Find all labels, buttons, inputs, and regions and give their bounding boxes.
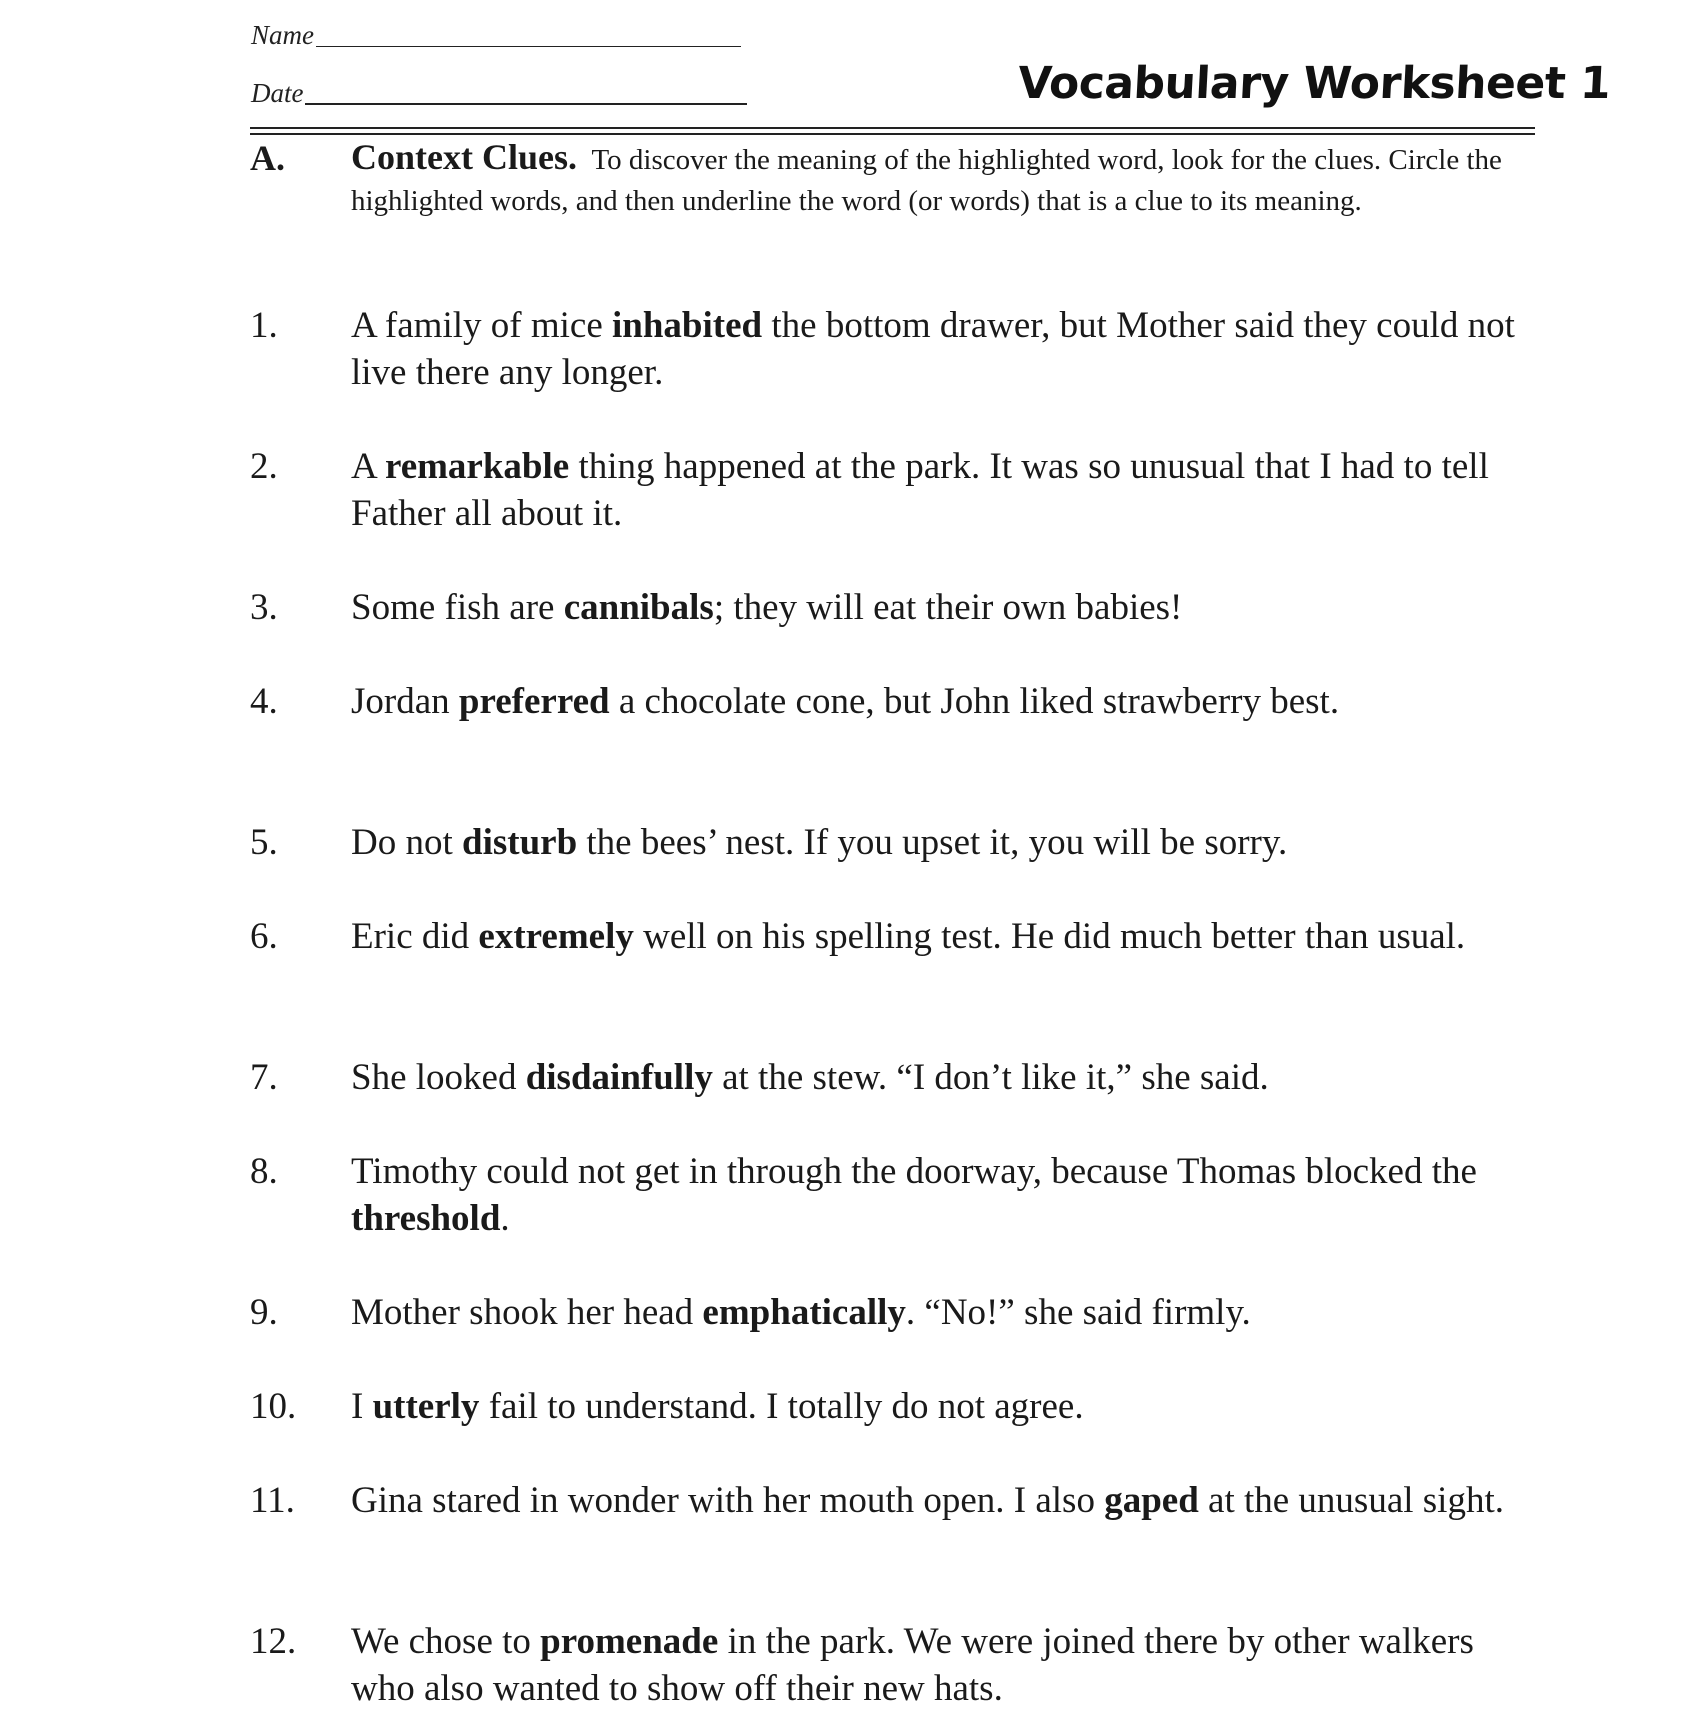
item-number: 4.: [250, 681, 278, 722]
vocabulary-word: utterly: [372, 1386, 480, 1427]
item-number: 6.: [250, 916, 278, 957]
sentence-text: fail to understand. I totally do not agree.: [479, 1386, 1084, 1427]
section-instructions: To discover the meaning of the highlighted word, look for the clues. Circle the highlighted words, and then underline the word (or words) that is a clue to its meaning.: [351, 144, 1502, 217]
sentence-text: the bees’ nest. If you upset it, you will be sorry.: [577, 822, 1288, 863]
item-number: 8.: [250, 1151, 278, 1192]
sentence-text: . “No!” she said firmly.: [905, 1292, 1251, 1333]
item-number: 1.: [250, 305, 278, 346]
sentence-text: thing happened at the park. It was so unusual that I had to tell Father all about it.: [351, 446, 1489, 534]
sentence-text: well on his spelling test. He did much better than usual.: [633, 916, 1466, 957]
date-blank-line: [305, 102, 747, 105]
sentence-text: Gina stared in wonder with her mouth open. I also: [351, 1480, 1105, 1521]
sentence-text: at the unusual sight.: [1198, 1480, 1504, 1521]
item-sentence: [351, 1477, 1541, 1524]
sentence-text: .: [500, 1198, 510, 1239]
item-number: 2.: [250, 446, 278, 487]
name-blank-line: [316, 45, 741, 47]
item-sentence: [351, 1289, 1541, 1336]
vocabulary-word: remarkable: [384, 446, 570, 487]
vocabulary-word: inhabited: [612, 305, 763, 346]
sentence-text: Mother shook her head: [351, 1292, 703, 1333]
worksheet-title: Vocabulary Worksheet 1: [1016, 58, 1612, 109]
sentence-text: at the stew. “I don’t like it,” she said.: [712, 1057, 1269, 1098]
vocabulary-word: extremely: [478, 916, 634, 957]
name-label: Name: [251, 20, 314, 50]
item-number: 3.: [250, 587, 278, 628]
item-number: 7.: [250, 1057, 278, 1098]
sentence-text: We chose to: [351, 1621, 541, 1662]
sentence-text: a chocolate cone, but John liked strawberry best.: [609, 681, 1340, 722]
sentence-text: I: [351, 1386, 373, 1427]
item-sentence: [351, 1383, 1541, 1430]
item-number: 5.: [250, 822, 278, 863]
sentence-text: A family of mice: [351, 305, 612, 346]
vocabulary-word: promenade: [540, 1621, 719, 1662]
vocabulary-word: emphatically: [702, 1292, 906, 1333]
section-letter: A.: [250, 138, 285, 178]
item-sentence: [351, 443, 1541, 537]
sentence-text: ; they will eat their own babies!: [713, 587, 1183, 628]
item-sentence: [351, 913, 1541, 960]
sentence-text: She looked: [351, 1057, 526, 1098]
sentence-text: Do not: [351, 822, 462, 863]
section-heading: Context Clues.: [351, 137, 577, 177]
vocabulary-word: gaped: [1104, 1480, 1199, 1521]
vocabulary-word: cannibals: [563, 587, 714, 628]
sentence-text: Timothy could not get in through the doorway, because Thomas blocked the: [351, 1151, 1477, 1192]
vocabulary-word: threshold: [351, 1198, 501, 1239]
item-number: 9.: [250, 1292, 278, 1333]
vocabulary-word: disdainfully: [525, 1057, 713, 1098]
sentence-text: in the park. We were joined there by other walkers who also wanted to show off their new hats.: [351, 1621, 1474, 1709]
item-sentence: [351, 1054, 1541, 1101]
section-body: [351, 137, 1531, 222]
sentence-text: Eric did: [351, 916, 479, 957]
item-sentence: [351, 584, 1541, 631]
date-label: Date: [251, 78, 304, 108]
item-number: 12.: [250, 1621, 297, 1662]
header-divider: [250, 127, 1535, 129]
sentence-text: Jordan: [351, 681, 459, 722]
item-sentence: [351, 1618, 1541, 1712]
sentence-text: Some fish are: [351, 587, 564, 628]
vocabulary-word: preferred: [458, 681, 610, 722]
sentence-text: A: [351, 446, 385, 487]
item-number: 11.: [250, 1480, 295, 1521]
item-number: 10.: [250, 1386, 297, 1427]
item-sentence: [351, 819, 1541, 866]
header-divider-second: [250, 133, 1535, 135]
item-sentence: [351, 302, 1541, 396]
name-field: [251, 20, 741, 51]
sentence-text: the bottom drawer, but Mother said they could not live there any longer.: [351, 305, 1515, 393]
date-field: [251, 78, 747, 109]
vocabulary-word: disturb: [462, 822, 578, 863]
item-sentence: [351, 678, 1541, 725]
item-sentence: [351, 1148, 1541, 1242]
